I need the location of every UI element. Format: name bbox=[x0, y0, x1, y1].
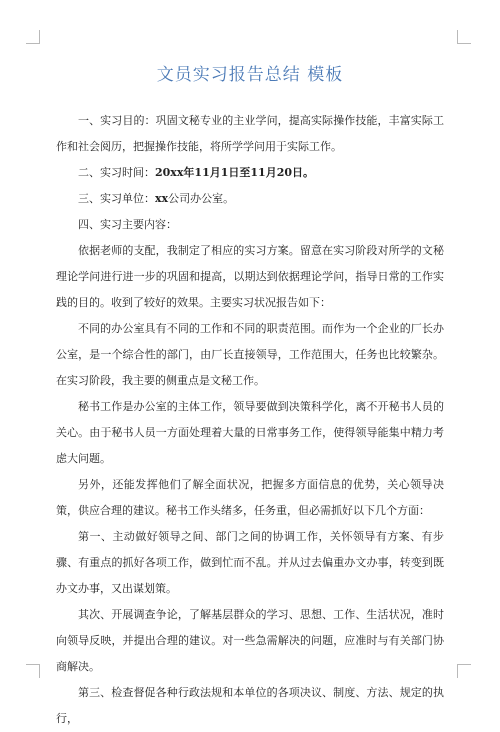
paragraph-advantages: 另外，还能发挥他们了解全面状况，把握多方面信息的优势，关心领导决策，供应合理的建议。秘书工作头绪多，任务重，但必需抓好以下几个方面： bbox=[56, 478, 444, 517]
paragraph-plan: 依据老师的支配，我制定了相应的实习方案。留意在实习阶段对所学的文秘理论学问进行进一步的巩固和提高，以期达到依据理论学问，指导日常的工作实践的目的。收到了较好的效果。主要实习状况报告如下： bbox=[56, 244, 444, 309]
paragraph-second: 其次、开展调查争论，了解基层群众的学习、思想、工作、生活状况，准时向领导反映，并提出合理的建议。对一些急需解决的问题，应准时与有关部门协商解决。 bbox=[56, 608, 444, 673]
paragraph-time bbox=[56, 160, 444, 186]
time-label: 二、实习时间： bbox=[78, 166, 155, 179]
time-value: 20xx年11月1日至11月20日。 bbox=[155, 166, 314, 179]
document-title: 文员实习报告总结 模板 bbox=[156, 65, 344, 85]
paragraph-purpose: 一、实习目的：巩固文秘专业的主业学问，提高实际操作技能，丰富实际工作和社会阅历，把握操作技能，将所学学问用于实际工作。 bbox=[56, 114, 444, 153]
paragraph-first: 第一、主动做好领导之间、部门之间的协调工作，关怀领导有方案、有步骤、有重点的抓好各项工作，做到忙而不乱。并从过去偏重办文办事，转变到既办文办事，又出谋划策。 bbox=[56, 530, 444, 595]
unit-placeholder: xx bbox=[155, 192, 169, 205]
paragraph-third: 第三、检查督促各种行政法规和本单位的各项决议、制度、方法、规定的执行， bbox=[56, 686, 444, 725]
paragraph-content-heading: 四、实习主要内容： bbox=[78, 218, 177, 231]
corner-mark-top-right bbox=[457, 30, 471, 44]
document-body bbox=[56, 108, 444, 732]
paragraph-unit bbox=[56, 186, 444, 212]
unit-label: 三、实习单位： bbox=[78, 192, 155, 205]
corner-mark-bottom-right bbox=[457, 664, 471, 678]
paragraph-office: 不同的办公室具有不同的工作和不同的职责范围。而作为一个企业的厂长办公室，是一个综合性的部门，由厂长直接领导，工作范围大，任务也比较繁杂。在实习阶段，我主要的侧重点是文秘工作。 bbox=[56, 322, 444, 387]
corner-mark-bottom-left bbox=[26, 664, 40, 678]
corner-mark-top-left bbox=[26, 30, 40, 44]
unit-name: 公司办公室。 bbox=[168, 192, 235, 205]
paragraph-secretary: 秘书工作是办公室的主体工作，领导要做到决策科学化，离不开秘书人员的关心。由于秘书人员一方面处理着大量的日常事务工作，使得领导能集中精力考虑大问题。 bbox=[56, 400, 444, 465]
